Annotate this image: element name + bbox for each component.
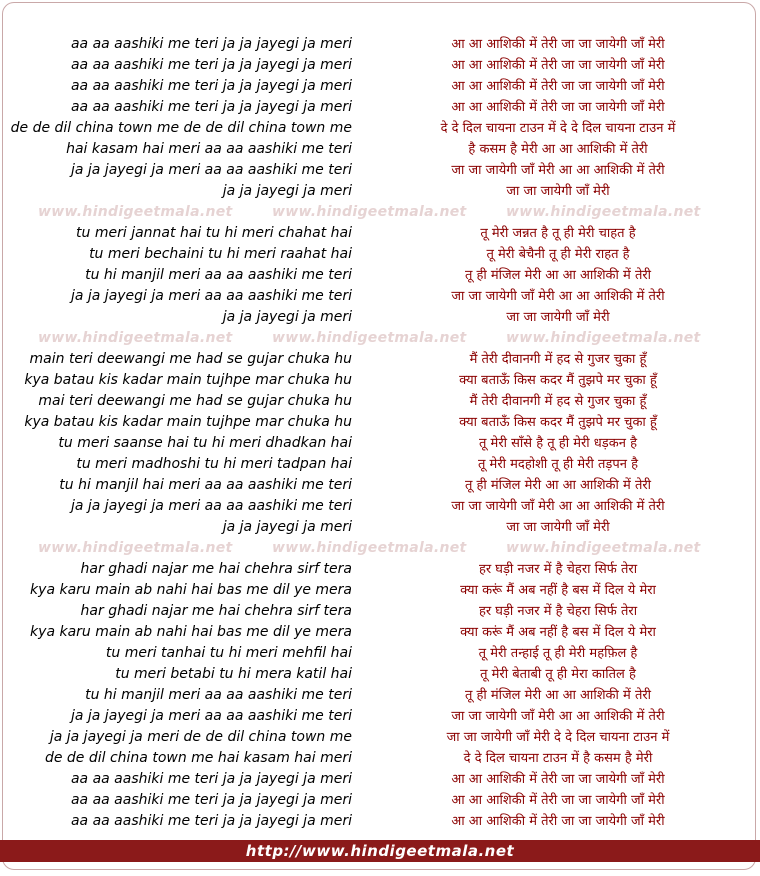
lyric-hindi: क्या करूं मैं अब नहीं है बस में दिल ये मेरा — [460, 625, 656, 640]
lyric-roman: aa aa aashiki me teri ja ja jayegi ja meri — [70, 99, 352, 115]
lyric-hindi: दे दे दिल चायना टाउन में है कसम है मेरी — [463, 751, 653, 766]
lyric-hindi: जा जा जायेगी जाँ मेरी आ आ आशिकी में तेरी — [451, 289, 665, 304]
lyric-hindi: जा जा जायेगी जाँ मेरी — [506, 184, 610, 199]
lyric-roman: har ghadi najar me hai chehra sirf tera — [80, 603, 352, 619]
lyric-roman: ja ja jayegi ja meri aa aa aashiki me teri — [70, 708, 352, 724]
lyric-roman: ja ja jayegi ja meri — [222, 183, 352, 199]
lyric-line — [0, 118, 760, 139]
watermark-text: www.hindigeetmala.net — [38, 540, 233, 556]
lyric-roman: ja ja jayegi ja meri — [222, 519, 352, 535]
lyric-roman: hai kasam hai meri aa aa aashiki me teri — [66, 141, 352, 157]
lyric-roman: tu meri tanhai tu hi meri mehfil hai — [105, 645, 352, 661]
lyric-roman: tu hi manjil meri aa aa aashiki me teri — [85, 687, 352, 703]
lyric-line — [0, 622, 760, 643]
watermark-row — [0, 328, 760, 349]
lyric-hindi: आ आ आशिकी में तेरी जा जा जायेगी जाँ मेरी — [451, 772, 665, 787]
lyric-line — [0, 265, 760, 286]
watermark-text: www.hindigeetmala.net — [506, 330, 701, 346]
watermark-text: www.hindigeetmala.net — [38, 330, 233, 346]
lyric-line — [0, 454, 760, 475]
lyric-hindi: क्या बताऊँ किस कदर मैं तुझपे मर चुका हूँ — [459, 373, 657, 388]
watermark-text: www.hindigeetmala.net — [272, 330, 467, 346]
lyric-line — [0, 391, 760, 412]
lyric-line — [0, 370, 760, 391]
lyric-line — [0, 160, 760, 181]
lyric-roman: aa aa aashiki me teri ja ja jayegi ja meri — [70, 78, 352, 94]
lyric-hindi: जा जा जायेगी जाँ मेरी — [506, 310, 610, 325]
lyric-hindi: हर घड़ी नजर में है चेहरा सिर्फ तेरा — [478, 562, 638, 577]
lyric-hindi: तू मेरी जन्नत है तू ही मेरी चाहत है — [480, 226, 636, 241]
lyric-hindi: आ आ आशिकी में तेरी जा जा जायेगी जाँ मेरी — [451, 793, 665, 808]
lyric-line — [0, 790, 760, 811]
lyric-hindi: तू मेरी साँसे है तू ही मेरी धड़कन है — [479, 436, 637, 451]
lyric-hindi: जा जा जायेगी जाँ मेरी आ आ आशिकी में तेरी — [451, 499, 665, 514]
lyric-roman: tu hi manjil meri aa aa aashiki me teri — [85, 267, 352, 283]
lyric-roman: har ghadi najar me hai chehra sirf tera — [80, 561, 352, 577]
lyric-line — [0, 496, 760, 517]
footer-url[interactable]: http://www.hindigeetmala.net — [245, 842, 515, 860]
lyric-line — [0, 307, 760, 328]
lyric-hindi: तू ही मंजिल मेरी आ आ आशिकी में तेरी — [464, 478, 652, 493]
lyric-roman: ja ja jayegi ja meri aa aa aashiki me teri — [70, 498, 352, 514]
watermark-text: www.hindigeetmala.net — [506, 540, 701, 556]
lyric-line — [0, 76, 760, 97]
watermark-text: www.hindigeetmala.net — [38, 204, 233, 220]
lyric-hindi: आ आ आशिकी में तेरी जा जा जायेगी जाँ मेरी — [451, 58, 665, 73]
lyric-line — [0, 601, 760, 622]
lyric-roman: mai teri deewangi me had se gujar chuka hu — [38, 393, 352, 409]
lyric-hindi: मैं तेरी दीवानगी में हद से गुजर चुका हूँ — [469, 394, 647, 409]
lyric-roman: de de dil china town me hai kasam hai meri — [44, 750, 352, 766]
lyric-hindi: जा जा जायेगी जाँ मेरी — [506, 520, 610, 535]
lyric-roman: ja ja jayegi ja meri aa aa aashiki me teri — [70, 288, 352, 304]
watermark-text: www.hindigeetmala.net — [272, 204, 467, 220]
lyric-roman: de de dil china town me de de dil china town me — [10, 120, 352, 136]
lyric-roman: kya batau kis kadar main tujhpe mar chuka hu — [24, 414, 352, 430]
lyric-line — [0, 769, 760, 790]
lyric-hindi: जा जा जायेगी जाँ मेरी आ आ आशिकी में तेरी — [451, 709, 665, 724]
watermark-row — [0, 538, 760, 559]
lyric-roman: tu meri madhoshi tu hi meri tadpan hai — [76, 456, 352, 472]
lyric-hindi: तू मेरी तन्हाई तू ही मेरी महफ़िल है — [478, 646, 638, 661]
lyric-line — [0, 55, 760, 76]
lyric-hindi: तू मेरी मदहोशी तू ही मेरी तड़पन है — [478, 457, 638, 472]
lyric-hindi: क्या करूं मैं अब नहीं है बस में दिल ये मेरा — [460, 583, 656, 598]
lyric-line — [0, 181, 760, 202]
lyric-roman: ja ja jayegi ja meri — [222, 309, 352, 325]
lyric-roman: tu meri jannat hai tu hi meri chahat hai — [76, 225, 352, 241]
lyric-line — [0, 433, 760, 454]
lyric-hindi: जा जा जायेगी जाँ मेरी आ आ आशिकी में तेरी — [451, 163, 665, 178]
lyric-line — [0, 97, 760, 118]
lyric-line — [0, 811, 760, 832]
lyric-hindi: तू मेरी बेताबी तू ही मेरा कातिल है — [480, 667, 636, 682]
lyric-roman: kya karu main ab nahi hai bas me dil ye mera — [30, 624, 352, 640]
lyric-hindi: क्या बताऊँ किस कदर मैं तुझपे मर चुका हूँ — [459, 415, 657, 430]
lyric-hindi: आ आ आशिकी में तेरी जा जा जायेगी जाँ मेरी — [451, 100, 665, 115]
lyric-line — [0, 139, 760, 160]
lyric-hindi: है कसम है मेरी आ आ आशिकी में तेरी — [468, 142, 648, 157]
lyric-line — [0, 517, 760, 538]
lyric-hindi: हर घड़ी नजर में है चेहरा सिर्फ तेरा — [478, 604, 638, 619]
lyric-roman: ja ja jayegi ja meri de de dil china town me — [49, 729, 352, 745]
lyric-roman: aa aa aashiki me teri ja ja jayegi ja meri — [70, 771, 352, 787]
lyric-line — [0, 727, 760, 748]
lyric-line — [0, 685, 760, 706]
lyric-roman: tu meri betabi tu hi mera katil hai — [115, 666, 352, 682]
lyric-roman: aa aa aashiki me teri ja ja jayegi ja meri — [70, 813, 352, 829]
lyric-roman: ja ja jayegi ja meri aa aa aashiki me teri — [70, 162, 352, 178]
lyric-roman: tu meri bechaini tu hi meri raahat hai — [89, 246, 352, 262]
lyric-line — [0, 643, 760, 664]
lyric-roman: tu meri saanse hai tu hi meri dhadkan hai — [58, 435, 352, 451]
lyric-line — [0, 664, 760, 685]
lyric-line — [0, 223, 760, 244]
lyric-hindi: आ आ आशिकी में तेरी जा जा जायेगी जाँ मेरी — [451, 79, 665, 94]
watermark-text: www.hindigeetmala.net — [272, 540, 467, 556]
watermark-row — [0, 202, 760, 223]
lyric-line — [0, 580, 760, 601]
lyric-line — [0, 34, 760, 55]
lyric-roman: kya karu main ab nahi hai bas me dil ye mera — [30, 582, 352, 598]
lyric-line — [0, 748, 760, 769]
lyric-roman: aa aa aashiki me teri ja ja jayegi ja meri — [70, 792, 352, 808]
lyric-line — [0, 559, 760, 580]
lyric-roman: kya batau kis kadar main tujhpe mar chuka hu — [24, 372, 352, 388]
lyric-line — [0, 244, 760, 265]
lyric-roman: aa aa aashiki me teri ja ja jayegi ja meri — [70, 36, 352, 52]
lyric-hindi: आ आ आशिकी में तेरी जा जा जायेगी जाँ मेरी — [451, 814, 665, 829]
lyric-roman: tu hi manjil hai meri aa aa aashiki me teri — [59, 477, 352, 493]
lyric-hindi: तू मेरी बेचैनी तू ही मेरी राहत है — [486, 247, 630, 262]
lyric-line — [0, 412, 760, 433]
lyric-hindi: मैं तेरी दीवानगी में हद से गुजर चुका हूँ — [469, 352, 647, 367]
lyric-hindi: दे दे दिल चायना टाउन में दे दे दिल चायना टाउन में — [440, 121, 676, 136]
lyric-line — [0, 706, 760, 727]
lyric-hindi: जा जा जायेगी जाँ मेरी दे दे दिल चायना टाउन में — [446, 730, 670, 745]
lyric-hindi: आ आ आशिकी में तेरी जा जा जायेगी जाँ मेरी — [451, 37, 665, 52]
lyric-line — [0, 475, 760, 496]
lyric-line — [0, 349, 760, 370]
site-footer[interactable] — [0, 840, 760, 862]
lyric-roman: aa aa aashiki me teri ja ja jayegi ja meri — [70, 57, 352, 73]
lyric-hindi: तू ही मंजिल मेरी आ आ आशिकी में तेरी — [464, 268, 652, 283]
lyric-line — [0, 286, 760, 307]
watermark-text: www.hindigeetmala.net — [506, 204, 701, 220]
lyric-roman: main teri deewangi me had se gujar chuka hu — [29, 351, 352, 367]
lyric-hindi: तू ही मंजिल मेरी आ आ आशिकी में तेरी — [464, 688, 652, 703]
